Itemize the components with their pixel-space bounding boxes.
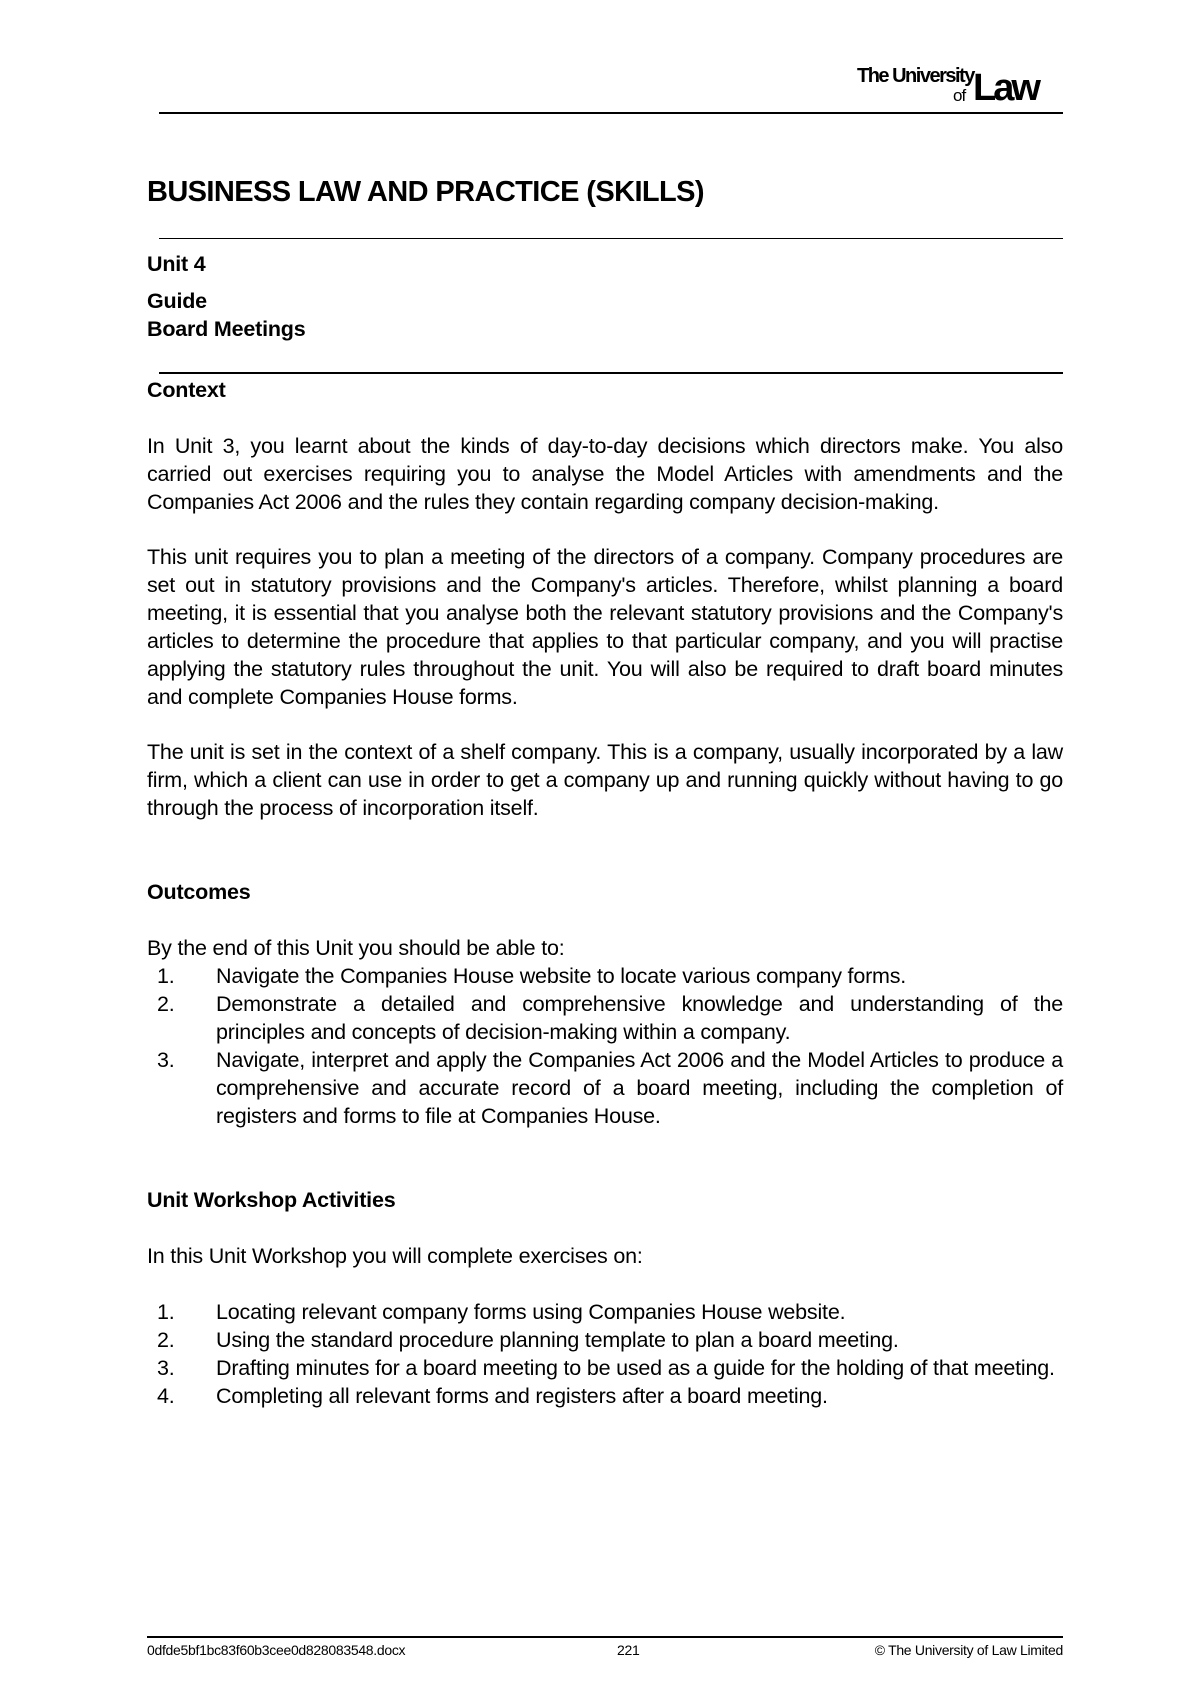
list-number: 2. <box>157 1328 175 1352</box>
outcomes-list <box>147 962 1063 1130</box>
context-paragraph-1: In Unit 3, you learnt about the kinds of day-to-day decisions which directors make. You also carried out exercises requiring you to analyse the Model Articles with amendments and the Companies Act 2006 and the rules they contain regarding company decision-making. <box>147 434 1063 514</box>
list-number: 1. <box>157 964 175 988</box>
list-item-text: Navigate the Companies House website to locate various company forms. <box>216 964 907 988</box>
list-item <box>147 1298 1063 1326</box>
header-rule <box>159 112 1063 114</box>
context-paragraph-2: This unit requires you to plan a meeting of the directors of a company. Company procedures are set out in statutory provisions and the Company's articles. Therefore, whilst planning a board meeting, it is essential that you analyse both the relevant statutory provisions and the Company's articles to determine the procedure that applies to that particular company, and you will practise applying the statutory rules throughout the unit. You will also be required to draft board minutes and complete Companies House forms. <box>147 545 1063 709</box>
list-item <box>147 1382 1063 1410</box>
list-item-text: Drafting minutes for a board meeting to be used as a guide for the holding of that meeting. <box>216 1356 1055 1380</box>
logo-text-law: Law <box>973 67 1038 109</box>
list-number: 3. <box>157 1048 175 1072</box>
page-footer <box>147 1641 1063 1661</box>
outcomes-intro: By the end of this Unit you should be able to: <box>147 936 565 960</box>
list-number: 3. <box>157 1356 175 1380</box>
workshop-intro: In this Unit Workshop you will complete exercises on: <box>147 1244 643 1268</box>
workshop-heading: Unit Workshop Activities <box>147 1188 396 1212</box>
list-item <box>147 962 1063 990</box>
list-number: 1. <box>157 1300 175 1324</box>
logo-text-of: of <box>953 86 966 105</box>
document-body <box>147 250 1063 1410</box>
footer-filename: 0dfde5bf1bc83f60b3cee0d828083548.docx <box>147 1642 406 1658</box>
outcomes-heading: Outcomes <box>147 880 251 904</box>
university-of-law-logo <box>857 64 1063 109</box>
guide-label: Guide <box>147 289 207 313</box>
list-number: 4. <box>157 1384 175 1408</box>
list-item <box>147 990 1063 1046</box>
list-item <box>147 1354 1063 1382</box>
unit-label: Unit 4 <box>147 252 206 276</box>
workshop-list <box>147 1298 1063 1410</box>
logo-text-university: The University <box>857 65 974 87</box>
title-rule <box>159 238 1063 239</box>
list-item <box>147 1046 1063 1130</box>
footer-page-number: 221 <box>617 1642 640 1658</box>
context-paragraph-3: The unit is set in the context of a shelf company. This is a company, usually incorporated by a law firm, which a client can use in order to get a company up and running quickly without having to go through the process of incorporation itself. <box>147 740 1063 820</box>
footer-rule <box>147 1636 1063 1638</box>
list-item-text: Using the standard procedure planning template to plan a board meeting. <box>216 1328 899 1352</box>
footer-copyright: © The University of Law Limited <box>874 1642 1063 1658</box>
page-title: BUSINESS LAW AND PRACTICE (SKILLS) <box>147 176 704 208</box>
list-item-text: Demonstrate a detailed and comprehensive knowledge and understanding of the principles and concepts of decision-making within a company. <box>216 992 1063 1044</box>
unit-rule <box>159 372 1063 374</box>
list-item-text: Completing all relevant forms and registers after a board meeting. <box>216 1384 828 1408</box>
unit-subject: Board Meetings <box>147 317 306 341</box>
list-item-text: Locating relevant company forms using Companies House website. <box>216 1300 846 1324</box>
context-heading: Context <box>147 378 226 402</box>
list-item-text: Navigate, interpret and apply the Companies Act 2006 and the Model Articles to produce a comprehensive and accurate record of a board meeting, including the completion of registers and forms to file at Companies House. <box>216 1048 1063 1128</box>
list-number: 2. <box>157 992 175 1016</box>
list-item <box>147 1326 1063 1354</box>
